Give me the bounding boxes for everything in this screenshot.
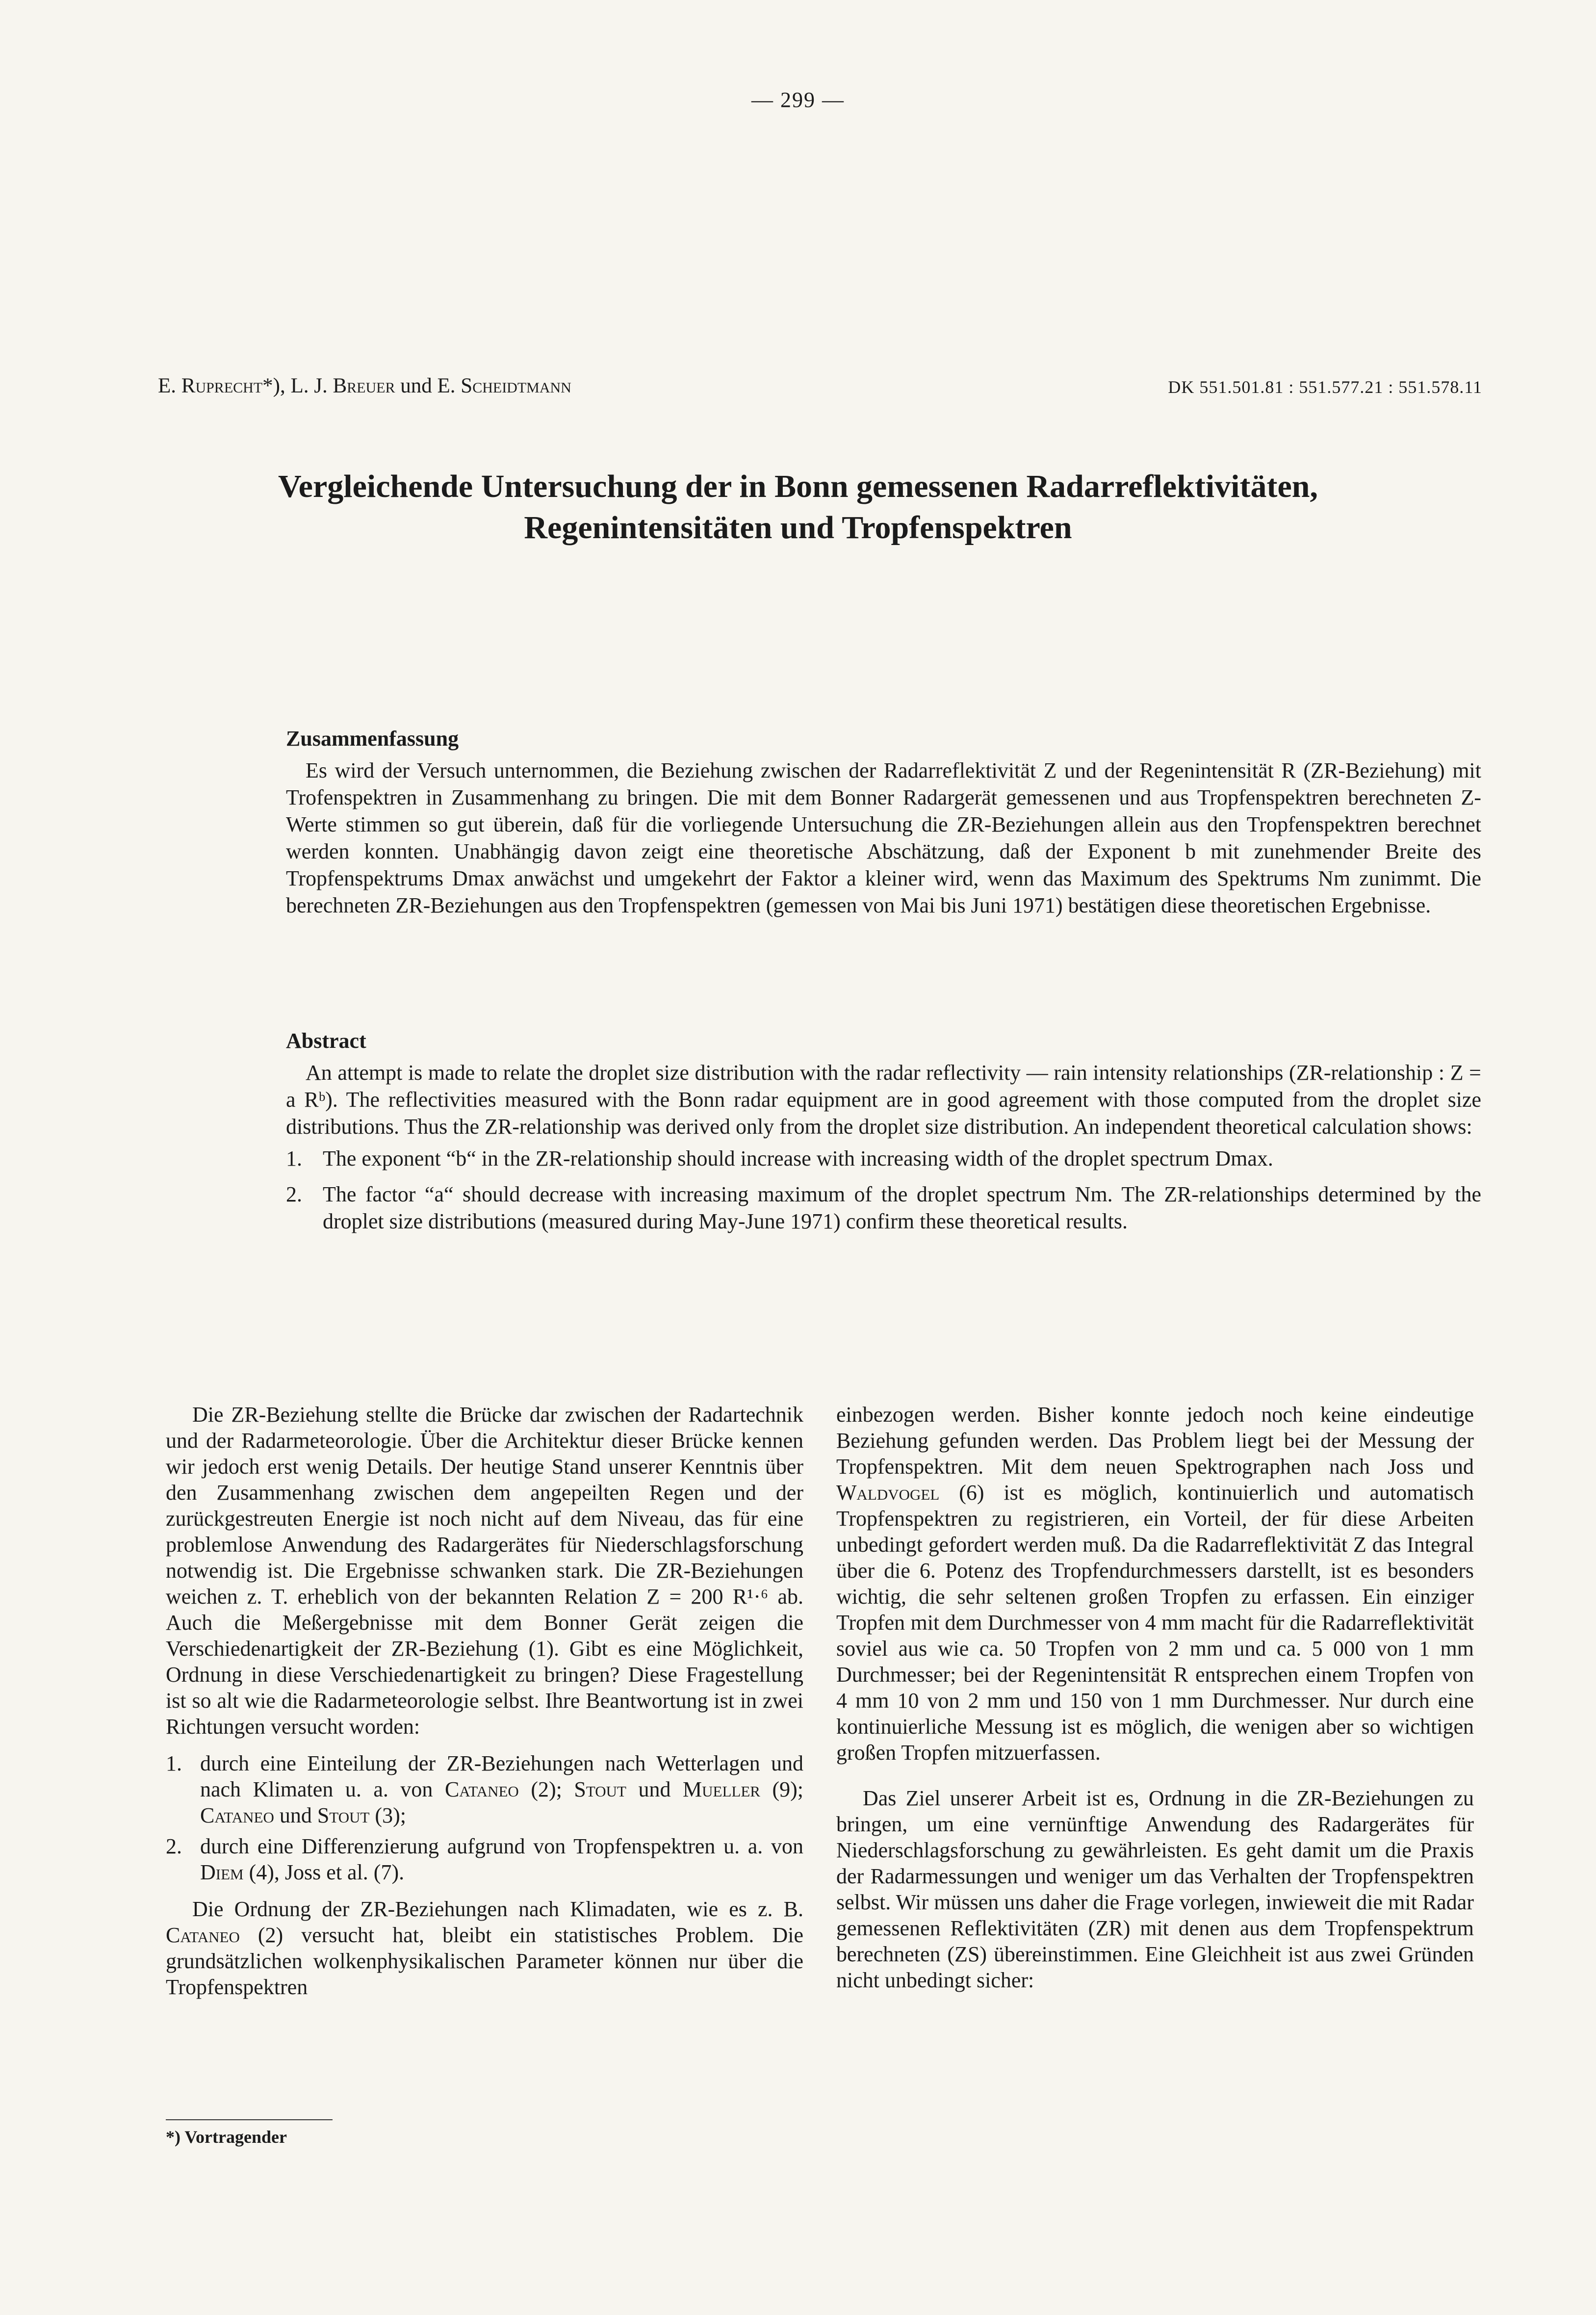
- list-text: (9);: [760, 1777, 804, 1801]
- footnote-divider: [166, 2119, 333, 2120]
- list-text: und: [274, 1803, 317, 1827]
- paragraph-text: einbezogen werden. Bisher konnte jedoch noch keine eindeutige Beziehung gefunden werden. Das Problem liegt bei der Messung der Tropfenspektren. Mit dem neuen Spektrographen nach Joss und: [836, 1403, 1474, 1479]
- cited-author: Stout: [574, 1777, 626, 1801]
- title-line-2: Regenintensitäten und Tropfenspektren: [524, 510, 1072, 546]
- paragraph-text: (6) ist es möglich, kontinuierlich und automatisch Tropfenspektren zu registrieren, ein Vorteil, der für diese Arbeiten unbedingt gefordert werden muß. Da die Radarreflektivität Z das Integral über die 6. Potenz des Tropfendurchmessers darstellt, ist es besonders wichtig, die sehr seltenen großen Tropfen zu erfassen. Ein einziger Tropfen mit dem Durchmesser von 4 mm macht für die Radarreflektivität soviel aus wie ca. 50 Tropfen von 2 mm und ca. 5 000 von 1 mm Durchmesser; bei der Regenintensität R entsprechen einem Tropfen von 4 mm 10 von 2 mm und 150 von 1 mm Durchmesser. Nur durch eine kontinuierliche Messung ist es möglich, die wenigen aber so wichtigen großen Tropfen mitzuerfassen.: [836, 1481, 1474, 1765]
- author-2-name: Breuer: [333, 374, 395, 397]
- author-1-initial: E.: [158, 374, 181, 397]
- cited-author: Stout: [317, 1803, 370, 1827]
- list-text: (2);: [518, 1777, 574, 1801]
- body-paragraph: [836, 1402, 1474, 1766]
- paragraph-text: Die Ordnung der ZR-Beziehungen nach Klimadaten, wie es z. B.: [192, 1897, 803, 1921]
- list-text: (4), Joss et al. (7).: [243, 1860, 405, 1884]
- authors-and: und E.: [395, 374, 461, 397]
- page-number: — 299 —: [751, 88, 845, 112]
- cited-author: Waldvogel: [836, 1481, 940, 1505]
- footnote: *) Vortragender: [166, 2127, 287, 2147]
- list-number: 2.: [166, 1834, 182, 1858]
- cited-author: Diem: [200, 1860, 244, 1884]
- list-number: 1.: [286, 1146, 302, 1171]
- abstract-list-item: [286, 1145, 1481, 1172]
- cited-author: Cataneo: [166, 1923, 240, 1947]
- body-column-left: [166, 1402, 803, 2011]
- list-text: durch eine Differenzierung aufgrund von Tropfenspektren u. a. von: [200, 1834, 803, 1858]
- list-number: 1.: [166, 1751, 182, 1775]
- body-list-item: [166, 1750, 803, 1828]
- body-paragraph: Das Ziel unserer Arbeit ist es, Ordnung in die ZR-Beziehungen zu bringen, um eine vernünftige Anwendung des Radargerätes für Niederschlagsforschung zu gewährleisten. Es geht damit um die Praxis der Radarmessungen und weniger um das Verhalten der Tropfenspektren selbst. Wir müssen uns daher die Frage vorlegen, inwieweit die mit Radar gemessenen Reflektivitäten (ZR) mit denen aus dem Tropfenspektrum berechneten (ZS) übereinstimmen. Eine Gleichheit ist aus zwei Gründen nicht unbedingt sicher:: [836, 1786, 1474, 1992]
- abstract-text: An attempt is made to relate the droplet size distribution with the radar reflectivity — rain intensity relationships (ZR-relationship : Z = a Rᵇ). The reflectivities measured with the Bonn radar equipment are in good agreement with those computed from the droplet size distributions. Thus the ZR-relationship was derived only from the droplet size distribution. An independent theoretical calculation shows:: [286, 1061, 1481, 1139]
- body-paragraph: Die ZR-Beziehung stellte die Brücke dar zwischen der Radartechnik und der Radarmeteorologie. Über die Architektur dieser Brücke kennen wir jedoch erst wenig Details. Der heutige Stand unserer Kenntnis über den Zusammenhang zwischen dem angepeilten Regen und der zurückgestreuten Energie ist noch nicht auf dem Niveau, das für eine problemlose Anwendung des Radargerätes für Niederschlagsforschung notwendig ist. Die Ergebnisse schwanken stark. Die ZR-Beziehungen weichen z. T. erheblich von der bekannten Relation Z = 200 R¹·⁶ ab. Auch die Meßergebnisse mit dem Bonner Gerät zeigen die Verschiedenartigkeit der ZR-Beziehung (1). Gibt es eine Möglichkeit, Ordnung in diese Verschiedenartigkeit zu bringen? Diese Fragestellung ist so alt wie die Radarmeteorologie selbst. Ihre Beantwortung ist in zwei Richtungen versucht worden:: [166, 1403, 803, 1739]
- abstract-section: [286, 1027, 1481, 1244]
- list-text: The factor “a“ should decrease with increasing maximum of the droplet spectrum Nm. The ZR-relationships determined by the droplet size distributions (measured during May-June 1971) confirm these theoretical results.: [323, 1182, 1481, 1233]
- abstract-list-item: [286, 1181, 1481, 1235]
- body-column-right: [836, 1402, 1474, 2004]
- author-1-suffix: *), L. J.: [262, 374, 333, 397]
- paper-title: [0, 466, 1596, 548]
- body-list: [166, 1750, 803, 1885]
- abstract-list: [286, 1145, 1481, 1235]
- paragraph-text: (2) versucht hat, bleibt ein statistisches Problem. Die grundsätzlichen wolkenphysikalischen Parameter können nur über die Tropfenspektren: [166, 1923, 803, 1999]
- list-text: und: [626, 1777, 683, 1801]
- zusammenfassung-heading: Zusammenfassung: [286, 727, 459, 751]
- cited-author: Mueller: [683, 1777, 760, 1801]
- list-text: The exponent “b“ in the ZR-relationship should increase with increasing width of the droplet spectrum Dmax.: [323, 1146, 1273, 1171]
- abstract-heading: Abstract: [286, 1029, 366, 1053]
- author-3-name: Scheidtmann: [461, 374, 571, 397]
- body-list-item: [166, 1833, 803, 1885]
- list-text: (3);: [369, 1803, 406, 1827]
- cited-author: Cataneo: [200, 1803, 274, 1827]
- zusammenfassung-section: [286, 725, 1481, 919]
- authors-line: [158, 374, 571, 398]
- list-number: 2.: [286, 1182, 302, 1206]
- list-text: durch eine Einteilung der ZR-Beziehungen nach Wetterlagen und nach Klimaten u. a. von: [200, 1751, 803, 1801]
- zusammenfassung-text: Es wird der Versuch unternommen, die Beziehung zwischen der Radarreflektivität Z und der Regenintensität R (ZR-Beziehung) mit Trofenspektren in Zusammenhang zu bringen. Die mit dem Bonner Radargerät gemessenen und aus Tropfenspektren berechneten Z-Werte stimmen so gut überein, daß für die vorliegende Untersuchung die ZR-Beziehungen allein aus den Tropfenspektren berechnet werden konnten. Unabhängig davon zeigt eine theoretische Abschätzung, daß der Exponent b mit zunehmender Breite des Tropfenspektrums Dmax anwächst und umgekehrt der Faktor a kleiner wird, wenn das Maximum des Spektrums Nm zunimmt. Die berechneten ZR-Beziehungen aus den Tropfenspektren (gemessen von Mai bis Juni 1971) bestätigen diese theoretischen Ergebnisse.: [286, 758, 1481, 917]
- body-paragraph: [166, 1896, 803, 2000]
- title-line-1: Vergleichende Untersuchung der in Bonn gemessenen Radarreflektivitäten,: [278, 468, 1318, 504]
- dk-classification: DK 551.501.81 : 551.577.21 : 551.578.11: [1168, 377, 1482, 397]
- cited-author: Cataneo: [444, 1777, 519, 1801]
- author-1-name: Ruprecht: [181, 374, 263, 397]
